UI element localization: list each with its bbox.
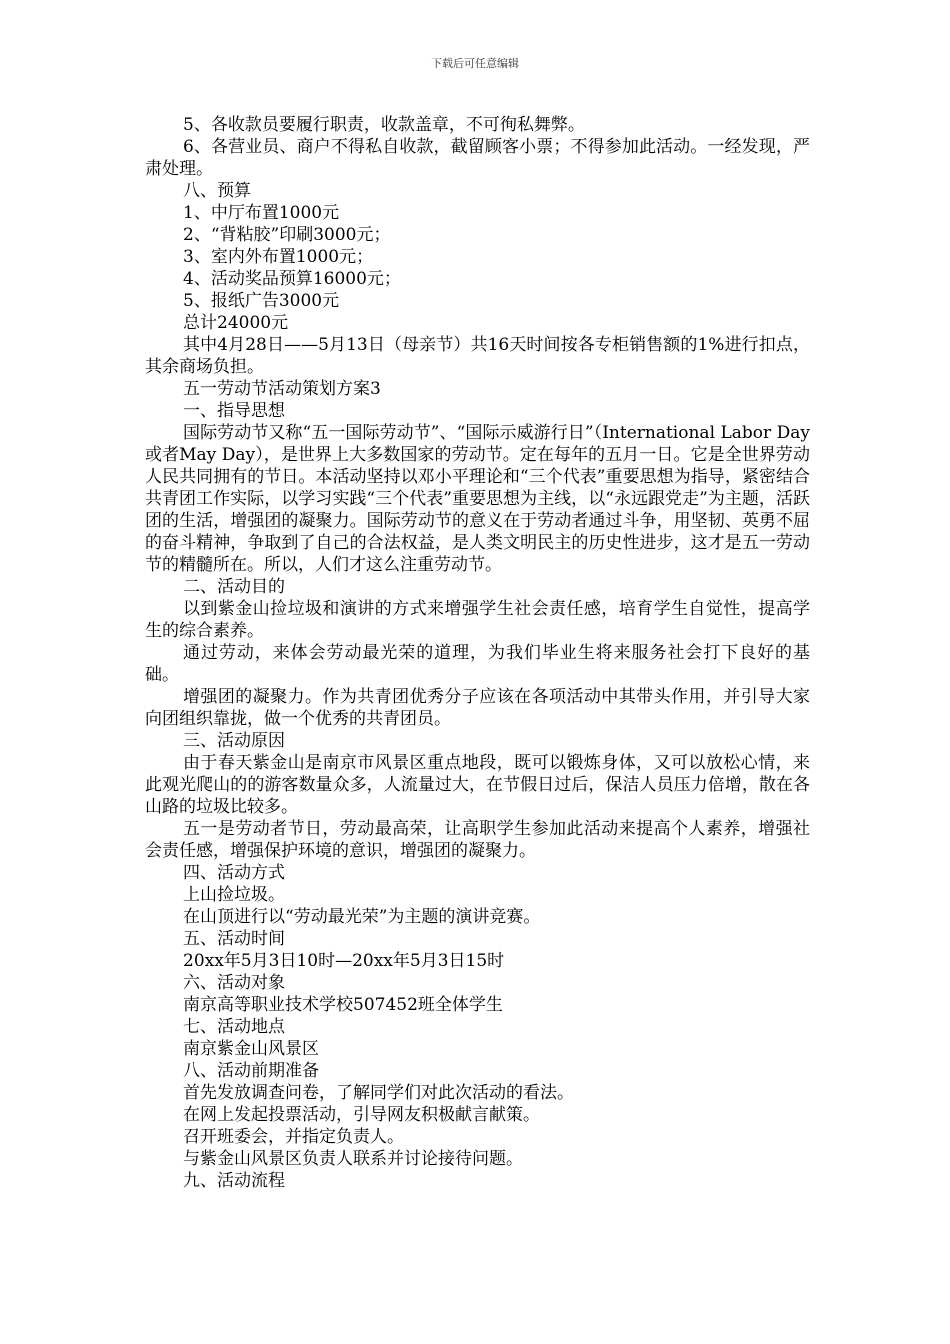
list-item: 4、活动奖品预算16000元； xyxy=(183,269,401,289)
section-heading: 七、活动地点 xyxy=(183,1017,285,1037)
list-item: 5、报纸广告3000元 xyxy=(183,291,340,311)
paragraph: 南京高等职业技术学校507452班全体学生 xyxy=(183,995,503,1015)
paragraph: 在山顶进行以“劳动最光荣”为主题的演讲竞赛。 xyxy=(183,907,541,927)
paragraph: 南京紫金山风景区 xyxy=(183,1039,319,1059)
section-heading: 八、活动前期准备 xyxy=(183,1061,319,1081)
paragraph: 与紫金山风景区负责人联系并讨论接待问题。 xyxy=(183,1149,523,1169)
section-heading: 四、活动方式 xyxy=(183,863,285,883)
paragraph: 总计24000元 xyxy=(183,313,289,333)
paragraph: 其中4月28日——5月13日（母亲节）共16天时间按各专柜销售额的1%进行扣点，其余商场负担。 xyxy=(145,335,810,377)
paragraph: 增强团的凝聚力。作为共青团优秀分子应该在各项活动中其带头作用，并引导大家向团组织靠拢，做一个优秀的共青团员。 xyxy=(145,687,810,729)
list-item: 3、室内外布置1000元； xyxy=(183,247,374,267)
list-item: 2、“背粘胶”印刷3000元； xyxy=(183,225,391,245)
section-heading: 九、活动流程 xyxy=(183,1171,285,1191)
paragraph: 以到紫金山捡垃圾和演讲的方式来增强学生社会责任感，培育学生自觉性，提高学生的综合素养。 xyxy=(145,599,810,641)
section-heading: 六、活动对象 xyxy=(183,973,285,993)
paragraph: 5、各收款员要履行职责，收款盖章，不可徇私舞弊。 xyxy=(183,115,585,135)
paragraph: 五一是劳动者节日，劳动最高荣，让高职学生参加此活动来提高个人素养，增强社会责任感，增强保护环境的意识，增强团的凝聚力。 xyxy=(145,819,810,861)
section-heading: 三、活动原因 xyxy=(183,731,285,751)
paragraph: 由于春天紫金山是南京市风景区重点地段，既可以锻炼身体，又可以放松心情，来此观光爬山的的游客数量众多，人流量过大，在节假日过后，保洁人员压力倍增，散在各山路的垃圾比较多。 xyxy=(145,753,810,817)
paragraph: 20xx年5月3日10时—20xx年5月3日15时 xyxy=(183,951,505,971)
paragraph: 国际劳动节又称“五一国际劳动节”、“国际示威游行日”（International Labor Day或者May Day），是世界上大多数国家的劳动节。定在每年的五月一日。它是全世界劳动人民共同拥有的节日。本活动坚持以邓小平理论和“三个代表”重要思想为指导，紧密结合共青团工作实际，以学习实践“三个代表”重要思想为主线，以“永远跟党走”为主题，活跃团的生活，增强团的凝聚力。国际劳动节的意义在于劳动者通过斗争，用坚韧、英勇不屈的奋斗精神，争取到了自己的合法权益，是人类文明民主的历史性进步，这才是五一劳动节的精髓所在。所以，人们才这么注重劳动节。 xyxy=(145,423,810,575)
document-body xyxy=(145,114,810,1192)
section-heading: 二、活动目的 xyxy=(183,577,285,597)
section-heading: 一、指导思想 xyxy=(183,401,285,421)
section-heading: 五、活动时间 xyxy=(183,929,285,949)
paragraph: 6、各营业员、商户不得私自收款，截留顾客小票；不得参加此活动。一经发现，严肃处理。 xyxy=(145,137,810,179)
list-item: 1、中厅布置1000元 xyxy=(183,203,340,223)
paragraph: 召开班委会，并指定负责人。 xyxy=(183,1127,404,1147)
page-header: 下载后可任意编辑 xyxy=(431,57,519,70)
paragraph: 首先发放调查问卷，了解同学们对此次活动的看法。 xyxy=(183,1083,574,1103)
document-title: 五一劳动节活动策划方案3 xyxy=(183,379,381,399)
paragraph: 上山捡垃圾。 xyxy=(183,885,285,905)
paragraph: 在网上发起投票活动，引导网友积极献言献策。 xyxy=(183,1105,540,1125)
paragraph: 通过劳动，来体会劳动最光荣的道理，为我们毕业生将来服务社会打下良好的基础。 xyxy=(145,643,810,685)
section-heading: 八、预算 xyxy=(183,181,251,201)
